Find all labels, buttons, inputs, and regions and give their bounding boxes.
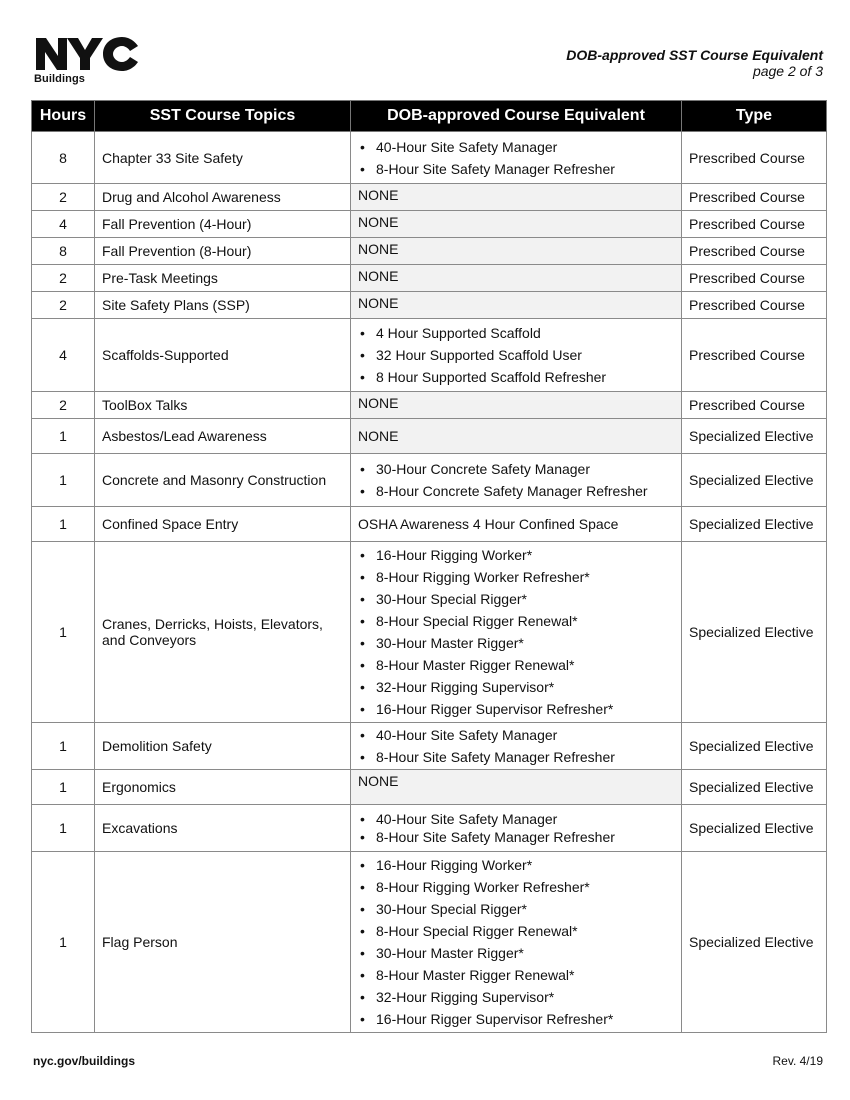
topic-cell: Scaffolds-Supported: [95, 319, 351, 392]
list-item: • 4 Hour Supported Scaffold: [358, 322, 681, 344]
topic-cell: ToolBox Talks: [95, 392, 351, 419]
equivalent-cell: [351, 805, 682, 852]
equivalent-cell: NONE: [351, 292, 682, 319]
nyc-logo-icon: [34, 36, 140, 72]
footer-url: nyc.gov/buildings: [33, 1054, 136, 1068]
hours-cell: 1: [32, 419, 95, 454]
list-item: • 8-Hour Special Rigger Renewal*: [358, 920, 681, 942]
equivalent-cell: [351, 542, 682, 723]
list-item: • 8-Hour Rigging Worker Refresher*: [358, 566, 681, 588]
topic-cell: Excavations: [95, 805, 351, 852]
equivalent-cell: NONE: [351, 184, 682, 211]
equivalent-list: [358, 724, 681, 768]
list-item: • 40-Hour Site Safety Manager: [358, 724, 681, 746]
equivalent-list: [358, 322, 681, 388]
header-hours: Hours: [32, 101, 95, 132]
hours-cell: 8: [32, 238, 95, 265]
equivalent-cell: [351, 723, 682, 770]
page-indicator: page 2 of 3: [752, 63, 823, 79]
hours-cell: 4: [32, 319, 95, 392]
table-header-row: [32, 101, 827, 132]
equivalent-cell: NONE: [351, 238, 682, 265]
topic-cell: Demolition Safety: [95, 723, 351, 770]
list-item: • 16-Hour Rigger Supervisor Refresher*: [358, 1008, 681, 1030]
hours-cell: 1: [32, 454, 95, 507]
type-cell: Prescribed Course: [682, 265, 827, 292]
equivalent-list: [358, 854, 681, 1030]
type-cell: Specialized Elective: [682, 852, 827, 1033]
topic-cell: Site Safety Plans (SSP): [95, 292, 351, 319]
equivalent-cell: NONE: [351, 211, 682, 238]
table-row: [32, 292, 827, 319]
table-row: [32, 852, 827, 1033]
equivalent-cell: [351, 319, 682, 392]
hours-cell: 2: [32, 265, 95, 292]
topic-cell: Drug and Alcohol Awareness: [95, 184, 351, 211]
table-row: [32, 419, 827, 454]
equivalent-cell: [351, 454, 682, 507]
type-cell: Specialized Elective: [682, 542, 827, 723]
table-row: [32, 392, 827, 419]
table-row: [32, 723, 827, 770]
table-row: [32, 211, 827, 238]
topic-cell: Confined Space Entry: [95, 507, 351, 542]
table-row: [32, 507, 827, 542]
type-cell: Specialized Elective: [682, 419, 827, 454]
nyc-buildings-logo: [34, 36, 140, 85]
table-row: [32, 805, 827, 852]
topic-cell: Cranes, Derricks, Hoists, Elevators, and Conveyors: [95, 542, 351, 723]
equivalent-cell: NONE: [351, 770, 682, 805]
table-row: [32, 238, 827, 265]
type-cell: Specialized Elective: [682, 507, 827, 542]
hours-cell: 2: [32, 392, 95, 419]
equivalent-list: [358, 458, 681, 502]
list-item: • 16-Hour Rigging Worker*: [358, 544, 681, 566]
list-item: • 30-Hour Special Rigger*: [358, 588, 681, 610]
header-type: Type: [682, 101, 827, 132]
topic-cell: Fall Prevention (4-Hour): [95, 211, 351, 238]
type-cell: Prescribed Course: [682, 392, 827, 419]
table-row: [32, 265, 827, 292]
hours-cell: 2: [32, 184, 95, 211]
hours-cell: 1: [32, 723, 95, 770]
list-item: • 30-Hour Master Rigger*: [358, 632, 681, 654]
list-item: • 8-Hour Master Rigger Renewal*: [358, 654, 681, 676]
type-cell: Specialized Elective: [682, 805, 827, 852]
equivalent-cell: NONE: [351, 265, 682, 292]
list-item: • 30-Hour Master Rigger*: [358, 942, 681, 964]
document-header: [566, 47, 823, 79]
table-row: [32, 319, 827, 392]
hours-cell: 1: [32, 770, 95, 805]
hours-cell: 1: [32, 852, 95, 1033]
list-item: • 8-Hour Concrete Safety Manager Refresher: [358, 480, 681, 502]
equivalent-cell: NONE: [351, 419, 682, 454]
table-row: [32, 542, 827, 723]
type-cell: Prescribed Course: [682, 184, 827, 211]
type-cell: Prescribed Course: [682, 211, 827, 238]
table-row: [32, 454, 827, 507]
type-cell: Specialized Elective: [682, 454, 827, 507]
hours-cell: 1: [32, 805, 95, 852]
list-item: • 8-Hour Site Safety Manager Refresher: [358, 746, 681, 768]
hours-cell: 8: [32, 132, 95, 184]
type-cell: Specialized Elective: [682, 770, 827, 805]
equivalent-cell: [351, 132, 682, 184]
table-row: [32, 132, 827, 184]
hours-cell: 4: [32, 211, 95, 238]
header-equivalent: DOB-approved Course Equivalent: [351, 101, 682, 132]
list-item: • 8-Hour Special Rigger Renewal*: [358, 610, 681, 632]
list-item: • 32-Hour Rigging Supervisor*: [358, 676, 681, 698]
list-item: • 30-Hour Special Rigger*: [358, 898, 681, 920]
topic-cell: Ergonomics: [95, 770, 351, 805]
document-title: DOB-approved SST Course Equivalent: [566, 47, 823, 63]
hours-cell: 1: [32, 542, 95, 723]
topic-cell: Concrete and Masonry Construction: [95, 454, 351, 507]
equivalent-cell: NONE: [351, 392, 682, 419]
equivalent-list: [358, 136, 681, 180]
list-item: • 8-Hour Site Safety Manager Refresher: [358, 158, 681, 180]
type-cell: Specialized Elective: [682, 723, 827, 770]
sst-course-table: [31, 100, 827, 1033]
list-item: • 30-Hour Concrete Safety Manager: [358, 458, 681, 480]
list-item: • 32-Hour Rigging Supervisor*: [358, 986, 681, 1008]
list-item: • 8-Hour Site Safety Manager Refresher: [358, 828, 681, 846]
type-cell: Prescribed Course: [682, 319, 827, 392]
table-row: [32, 770, 827, 805]
topic-cell: Pre-Task Meetings: [95, 265, 351, 292]
logo-subtitle: Buildings: [34, 73, 86, 85]
topic-cell: Fall Prevention (8-Hour): [95, 238, 351, 265]
equivalent-list: [358, 810, 681, 846]
list-item: • 8-Hour Rigging Worker Refresher*: [358, 876, 681, 898]
equivalent-cell: [351, 852, 682, 1033]
list-item: • 40-Hour Site Safety Manager: [358, 136, 681, 158]
header-topics: SST Course Topics: [95, 101, 351, 132]
list-item: • 16-Hour Rigger Supervisor Refresher*: [358, 698, 681, 720]
hours-cell: 1: [32, 507, 95, 542]
type-cell: Prescribed Course: [682, 292, 827, 319]
topic-cell: Flag Person: [95, 852, 351, 1033]
table-row: [32, 184, 827, 211]
list-item: • 8 Hour Supported Scaffold Refresher: [358, 366, 681, 388]
equivalent-list: [358, 544, 681, 720]
equivalent-cell: OSHA Awareness 4 Hour Confined Space: [351, 507, 682, 542]
type-cell: Prescribed Course: [682, 238, 827, 265]
list-item: • 16-Hour Rigging Worker*: [358, 854, 681, 876]
topic-cell: Asbestos/Lead Awareness: [95, 419, 351, 454]
list-item: • 32 Hour Supported Scaffold User: [358, 344, 681, 366]
footer-revision: Rev. 4/19: [772, 1054, 823, 1068]
type-cell: Prescribed Course: [682, 132, 827, 184]
list-item: • 40-Hour Site Safety Manager: [358, 810, 681, 828]
topic-cell: Chapter 33 Site Safety: [95, 132, 351, 184]
list-item: • 8-Hour Master Rigger Renewal*: [358, 964, 681, 986]
hours-cell: 2: [32, 292, 95, 319]
